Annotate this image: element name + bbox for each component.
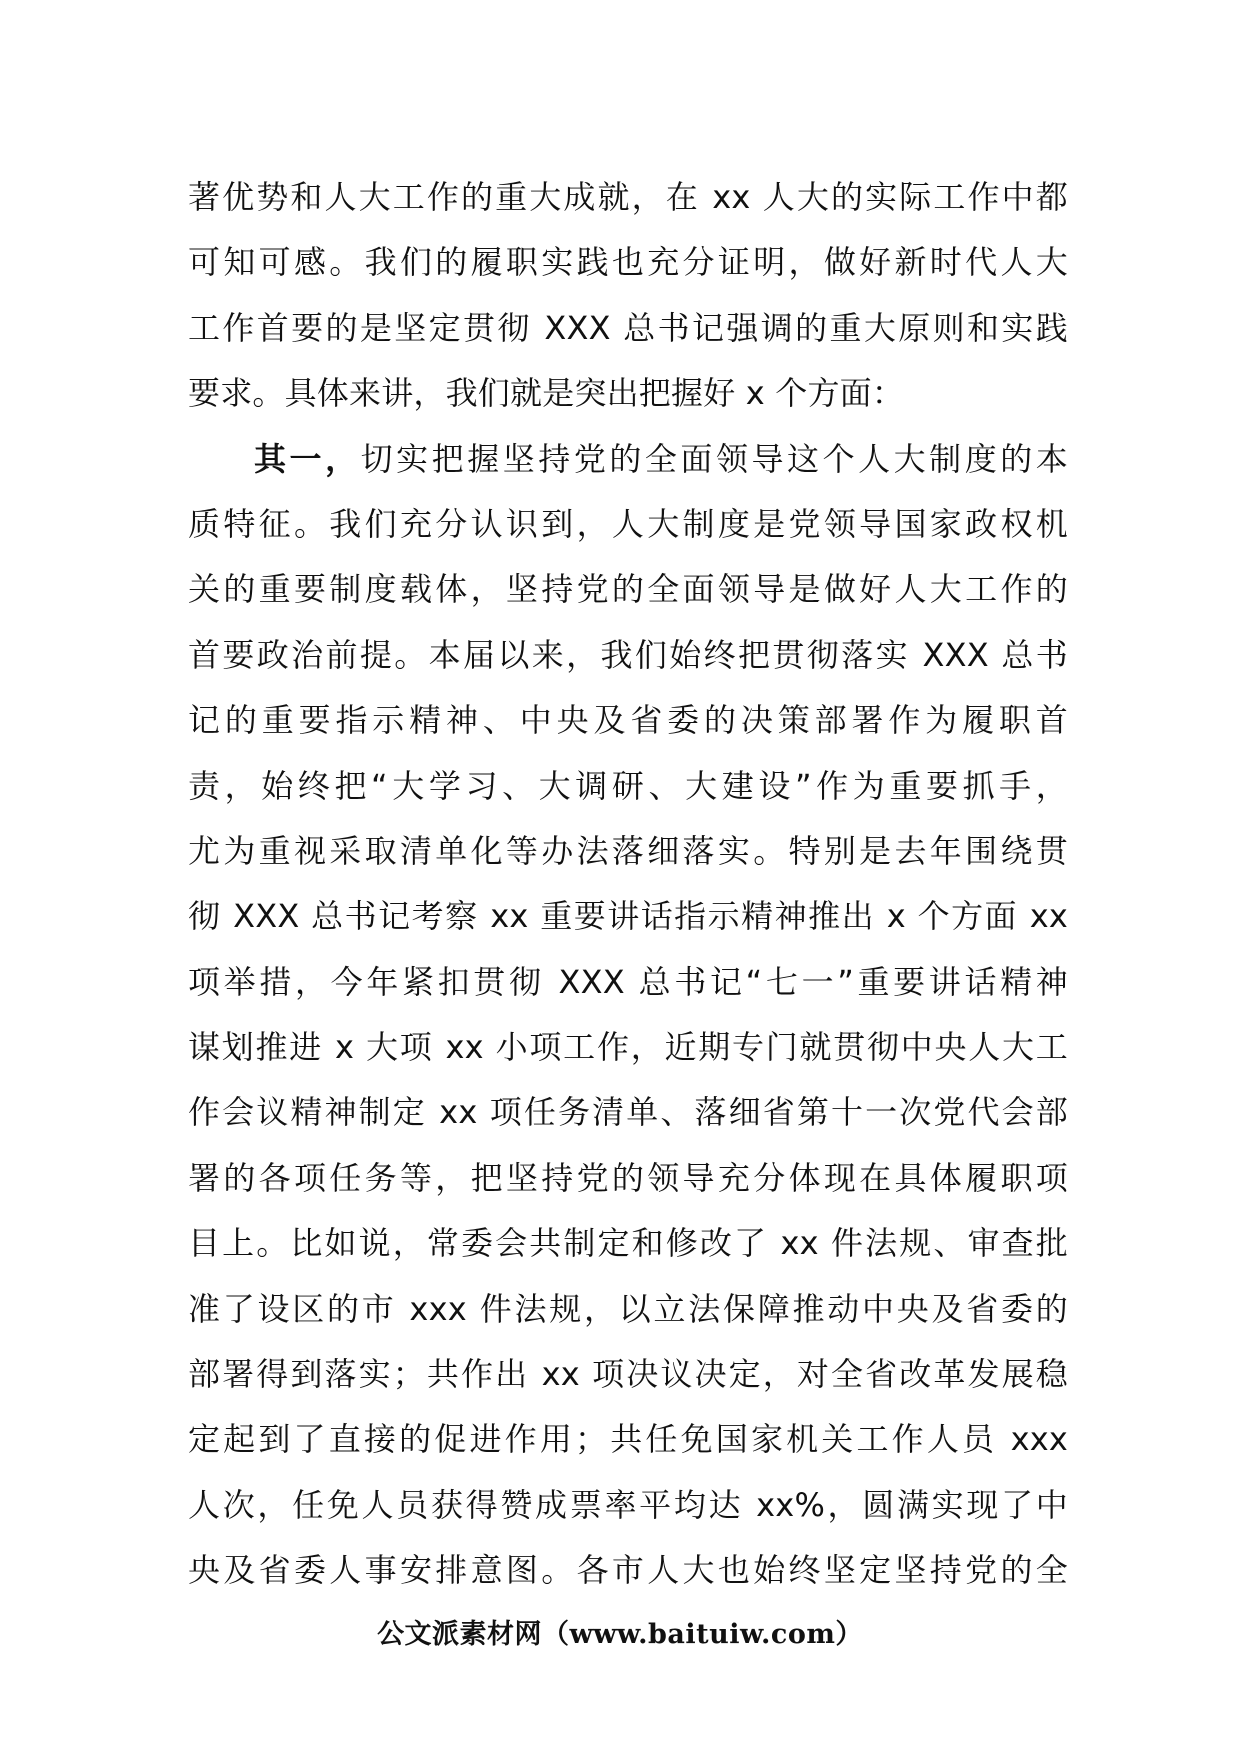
text-line: 可知可感。我们的履职实践也充分证明，做好新时代人大 [188, 243, 1068, 282]
text-line: 首要政治前提。本届以来，我们始终把贯彻落实 XXX 总书 [188, 635, 1068, 674]
text-line: 署的各项任务等，把坚持党的领导充分体现在具体履职项 [188, 1158, 1068, 1197]
text-line: 要求。具体来讲，我们就是突出把握好 x 个方面： [188, 374, 905, 413]
text-line: 定起到了直接的促进作用；共任免国家机关工作人员 xxx [188, 1420, 1068, 1459]
text-line: 作会议精神制定 xx 项任务清单、落细省第十一次党代会部 [188, 1093, 1068, 1132]
text-line: 尤为重视采取清单化等办法落细落实。特别是去年围绕贯 [188, 831, 1068, 870]
text-line: 人次，任免人员获得赞成票率平均达 xx%，圆满实现了中 [188, 1485, 1068, 1524]
text-line: 目上。比如说，常委会共制定和修改了 xx 件法规、审查批 [188, 1224, 1068, 1263]
text-line: 著优势和人大工作的重大成就，在 xx 人大的实际工作中都 [188, 178, 1068, 216]
paragraph-first-line [188, 427, 1068, 492]
text-line: 央及省委人事安排意图。各市人大也始终坚定坚持党的全 [188, 1551, 1068, 1590]
text-line: 准了设区的市 xxx 件法规，以立法保障推动中央及省委的 [188, 1289, 1068, 1328]
text-line: 项举措，今年紧扣贯彻 XXX 总书记“七一”重要讲话精神 [188, 962, 1068, 1001]
paragraph-first-line-text: 切实把握坚持党的全面领导这个人大制度的本 [360, 439, 1068, 478]
footer-watermark: 公文派素材网（www.baituiw.com） [377, 1619, 863, 1650]
text-line: 彻 XXX 总书记考察 xx 重要讲话指示精神推出 x 个方面 xx [188, 897, 1068, 936]
text-line: 关的重要制度载体，坚持党的全面领导是做好人大工作的 [188, 570, 1068, 609]
paragraph-lead: 其一， [254, 439, 361, 478]
text-line: 部署得到落实；共作出 xx 项决议决定，对全省改革发展稳 [188, 1355, 1068, 1394]
text-line: 责，始终把“大学习、大调研、大建设”作为重要抓手， [188, 766, 1068, 805]
text-line: 工作首要的是坚定贯彻 XXX 总书记强调的重大原则和实践 [188, 308, 1068, 347]
document-body [188, 165, 1068, 1604]
text-line: 谋划推进 x 大项 xx 小项工作，近期专门就贯彻中央人大工 [188, 1028, 1068, 1067]
text-line: 质特征。我们充分认识到，人大制度是党领导国家政权机 [188, 504, 1068, 543]
text-line: 记的重要指示精神、中央及省委的决策部署作为履职首 [188, 701, 1068, 740]
